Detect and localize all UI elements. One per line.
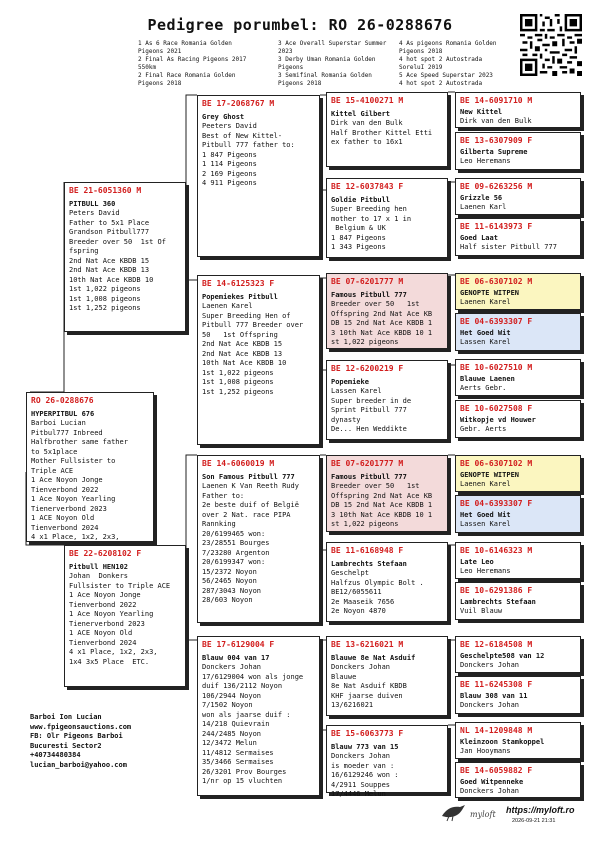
dam-card[interactable] <box>64 545 186 687</box>
pigeon-name: Blauwe 8e Nat Asduif <box>331 654 416 662</box>
gen5-card-9[interactable] <box>455 455 581 492</box>
pigeon-name: GENOPTE WITPEN <box>460 289 520 297</box>
pigeon-name: Goed Laat <box>460 234 498 242</box>
pigeon-info: Donckers Johan <box>460 661 520 669</box>
generated-date: 2026-09-21 21:31 <box>512 818 556 824</box>
ring-number: BE 10-6027510 M <box>460 363 533 372</box>
pigeon-name: Lambrechts Stefaan <box>331 560 407 568</box>
grandsire-paternal-card[interactable] <box>197 95 320 257</box>
achievement-column-1: 1 As 6 Race Romania Golden Pigeons 2021 2 Final As Racing Pigeons 2017 550km 2 Final Race Romania Golden Pigeons 2018 <box>138 40 247 87</box>
pigeon-info: Lassen Karel <box>460 520 511 528</box>
ring-number: RO 26-0288676 <box>31 396 94 405</box>
pigeon-info: Breeder over 50 1st Offspring 2nd Nat Ace KB DB 15 2nd Nat Ace KBDB 1 3 10th Nat Ace KBDB 10 1 st 1,022 pigeons <box>331 300 433 346</box>
ring-number: BE 14-6091710 M <box>460 96 533 105</box>
pigeon-name: Gilberta Supreme <box>460 148 528 156</box>
pigeon-name: New Kittel <box>460 108 503 116</box>
pigeon-name: Blauwe Laenen <box>460 375 515 383</box>
ring-number: BE 07-6201777 M <box>331 459 404 468</box>
pigeon-info: Laenen Karel <box>460 480 511 488</box>
pigeon-name: Famous Pitbull 777 <box>331 291 407 299</box>
pigeon-info: Laenen Karel <box>460 298 511 306</box>
granddam-maternal-card[interactable] <box>197 636 320 796</box>
myloft-brand: myloft <box>470 810 496 819</box>
ring-number: BE 14-6125323 F <box>202 279 275 288</box>
pigeon-info: Donckers Johan <box>460 787 520 795</box>
gen5-card-5[interactable] <box>455 273 581 310</box>
gen4-card-3[interactable] <box>326 273 448 349</box>
ring-number: BE 11-6245308 F <box>460 680 533 689</box>
ring-number: BE 12-6037843 F <box>331 182 404 191</box>
myloft-url-link[interactable]: https://myloft.ro <box>506 805 575 815</box>
pigeon-name: Geschelpte508 van 12 <box>460 652 545 660</box>
pigeon-name: Witkopje vd Houwer <box>460 416 536 424</box>
pigeon-info: Half sister Pitbull 777 <box>460 243 557 251</box>
pigeon-info: Donckers Johan 17/6129004 won als jonge duif 136/2112 Noyon 106/2944 Noyon 7/1502 Noyon won als jaarse duif : 14/218 Quievrain 244/2485 Noyon 12/3472 Melun 11/4812 Sermaises 35/3466 Sermaises 26/3201 Prov Bourges 1/nr op 15 vluchten <box>202 663 304 785</box>
gen5-card-4[interactable] <box>455 218 581 256</box>
ring-number: BE 13-6307909 F <box>460 136 533 145</box>
ring-number: BE 10-6291386 F <box>460 586 533 595</box>
ring-number: BE 14-6060019 M <box>202 459 275 468</box>
pigeon-info: Geschelpt Halfzus Olympic Bolt . BE12/6055611 2e Maaseik 7656 2e Noyon 4870 <box>331 569 424 615</box>
gen4-card-1[interactable] <box>326 92 448 167</box>
ring-number: BE 10-6146323 M <box>460 546 533 555</box>
pigeon-info: Peters David Father to 5x1 Place Grandson Pitbull777 Breeder over 50 1st Of fspring 2nd Nat Ace KBDB 15 2nd Nat Ace KBDB 13 10th Nat Ace KBDB 10 1st 1,022 pigeons 1st 1,008 pigeons 1st 1,252 pigeons <box>69 209 166 312</box>
pigeon-info: Laenen K Van Reeth Rudy Father to: 2e beste duif of België over 2 Nat. race PIPA Rannking 20/6199465 won: 23/28551 Bourges 7/23280 Argenton 20/6199347 won: 15/2372 Noyon 56/2465 Noyon 287/3043 Noyon 28/603 Noyon <box>202 482 299 604</box>
ring-number: BE 06-6307102 M <box>460 459 533 468</box>
ring-number: BE 04-6393307 F <box>460 317 533 326</box>
gen5-card-14[interactable] <box>455 676 581 714</box>
pigeon-name: Het Goed Wit <box>460 511 511 519</box>
pigeon-info: Super Breeding hen mother to 17 x 1 in Belgium & UK 1 847 Pigeons 1 343 Pigeons <box>331 205 412 251</box>
pigeon-name: Blauw 773 van 15 <box>331 743 399 751</box>
myloft-pigeon-logo-icon <box>441 804 467 822</box>
gen5-card-2[interactable] <box>455 132 581 170</box>
pigeon-name: Pitbull HEN102 <box>69 563 129 571</box>
gen5-card-11[interactable] <box>455 542 581 579</box>
gen5-card-7[interactable] <box>455 359 581 396</box>
gen4-card-8[interactable] <box>326 725 448 798</box>
gen5-card-1[interactable] <box>455 92 581 128</box>
pigeon-info: Donckers Johan Blauwe 8e Nat Asduif KBDB KHF jaarse duiven 13/6216021 <box>331 663 407 709</box>
pigeon-info: Laenen Karel Super Breeding Hen of Pitbull 777 Breeder over 50 1st Offspring 2nd Nat Ace KBDB 15 2nd Nat Ace KBDB 13 10th Nat Ace KBDB 10 1st 1,022 pigeons 1st 1,008 pigeons 1st 1,252 pigeons <box>202 302 304 396</box>
ring-number: NL 14-1209848 M <box>460 726 533 735</box>
pigeon-name: Popemiekes Pitbull <box>202 293 278 301</box>
ring-number: BE 17-2068767 M <box>202 99 275 108</box>
gen4-card-6[interactable] <box>326 542 448 622</box>
pigeon-info: Leo Heremans <box>460 567 511 575</box>
pigeon-info: Laenen Karl <box>460 203 507 211</box>
pigeon-info: Breeder over 50 1st Offspring 2nd Nat Ace KB DB 15 2nd Nat Ace KBDB 1 3 10th Nat Ace KBDB 10 1 st 1,022 pigeons <box>331 482 433 528</box>
achievement-column-2: 3 Ace Overall Superstar Summer 2023 3 Derby Uman Romania Golden Pigeons 3 Semifinal Romania Golden Pigeons 2018 <box>278 40 387 87</box>
gen4-card-7[interactable] <box>326 636 448 716</box>
ring-number: BE 10-6027508 F <box>460 404 533 413</box>
pigeon-info: Dirk van den Bulk Half Brother Kittel Etti ex father to 16x1 <box>331 119 433 146</box>
pigeon-name: Popemieke <box>331 378 369 386</box>
ring-number: BE 13-6216021 M <box>331 640 404 649</box>
ring-number: BE 17-6129004 F <box>202 640 275 649</box>
pigeon-info: Lassen Karel Super breeder in de Sprint Pitbull 777 dynasty De... Hen Weddikte <box>331 387 412 433</box>
ring-number: BE 11-6143973 F <box>460 222 533 231</box>
pigeon-name: Grizzle 56 <box>460 194 503 202</box>
pigeon-info: Peeters David Best of New Kittel- Pitbull 777 father to: 1 847 Pigeons 1 114 Pigeons 2 169 Pigeons 4 911 Pigeons <box>202 122 295 187</box>
grandsire-maternal-card[interactable] <box>197 455 320 623</box>
pigeon-name: GENOPTE WITPEN <box>460 471 520 479</box>
pigeon-name: Goed Witpenneke <box>460 778 524 786</box>
page-title: Pedigree porumbel: RO 26-0288676 <box>147 16 453 34</box>
ring-number: BE 21-6051360 M <box>69 186 142 195</box>
gen5-card-3[interactable] <box>455 178 581 215</box>
achievement-column-3: 4 As pigeons Romania Golden Pigeons 2018 4 hot spot 2 Autostrada SoreluI 2019 5 Ace Speed Superstar 2023 4 hot spot 2 Autostrada <box>399 40 497 87</box>
ring-number: BE 06-6307102 M <box>460 277 533 286</box>
sire-card[interactable] <box>64 182 186 332</box>
gen5-card-16[interactable] <box>455 762 581 798</box>
pigeon-info: Gebr. Aerts <box>460 425 507 433</box>
gen5-card-10[interactable] <box>455 495 581 533</box>
pigeon-name: Blauw 004 van 17 <box>202 654 270 662</box>
subject-pigeon-card[interactable] <box>26 392 154 542</box>
pigeon-info: Lassen Karel <box>460 338 511 346</box>
pigeon-info: Vuil Blauw <box>460 607 503 615</box>
ring-number: BE 09-6263256 M <box>460 182 533 191</box>
pigeon-info: Aerts Gebr. <box>460 384 507 392</box>
pigeon-name: Het Goed Wit <box>460 329 511 337</box>
ring-number: BE 04-6393307 F <box>460 499 533 508</box>
gen4-card-2[interactable] <box>326 178 448 258</box>
ring-number: BE 14-6059882 F <box>460 766 533 775</box>
pigeon-name: Goldie Pitbull <box>331 196 391 204</box>
ring-number: BE 11-6168948 F <box>331 546 404 555</box>
pigeon-name: Son Famous Pitbull 777 <box>202 473 295 481</box>
ring-number: BE 15-4100271 M <box>331 96 404 105</box>
pigeon-info: Dirk van den Bulk <box>460 117 532 125</box>
ring-number: BE 15-6063773 F <box>331 729 404 738</box>
pigeon-name: HYPERPITBUL 676 <box>31 410 95 418</box>
pigeon-name: Famous Pitbull 777 <box>331 473 407 481</box>
pigeon-name: Blauw 308 van 11 <box>460 692 528 700</box>
gen5-card-15[interactable] <box>455 722 581 759</box>
pigeon-name: Lambrechts Stefaan <box>460 598 536 606</box>
ring-number: BE 22-6208102 F <box>69 549 142 558</box>
pigeon-name: Kittel Gilbert <box>331 110 391 118</box>
gen5-card-8[interactable] <box>455 400 581 438</box>
ring-number: BE 07-6201777 M <box>331 277 404 286</box>
gen4-card-5[interactable] <box>326 455 448 532</box>
gen5-card-12[interactable] <box>455 582 581 620</box>
pigeon-name: Grey Ghost <box>202 113 245 121</box>
ring-number: BE 12-6184508 M <box>460 640 533 649</box>
gen5-card-13[interactable] <box>455 636 581 673</box>
gen5-card-6[interactable] <box>455 313 581 351</box>
pigeon-name: PITBULL 360 <box>69 200 116 208</box>
breeder-contact: Barboi Ion Lucian www.fpigeonsauctions.com FB: Olr Pigeons Barboi Bucuresti Sector2 +40734480384 lucian_barboi@yahoo.com <box>30 713 132 769</box>
pigeon-info: Johan Donkers Fullsister to Triple ACE 1 Ace Noyon Jonge Tienverbond 2022 1 Ace Noyon Yearling Tienerverbond 2023 1 ACE Noyon Old Tienverbond 2024 4 x1 Place, 1x2, 2x3, 1x4 3x5 Place ETC. <box>69 572 171 666</box>
pigeon-name: Late Leo <box>460 558 494 566</box>
pigeon-info: Donckers Johan <box>460 701 520 709</box>
gen4-card-4[interactable] <box>326 360 448 440</box>
pigeon-info: Jan Hooymans <box>460 747 511 755</box>
pigeon-name: Kleinzoon Stamkoppel <box>460 738 545 746</box>
pigeon-info: Barboi Lucian Pitbul777 Inbreed Halfbrother same father to 5x1place Mother Fullsister to Triple ACE 1 Ace Noyon Jonge Tienverbond 2022 1 Ace Noyon Yearling Tienerverbond 2023 1 ACE Noyon Old Tienverbond 2024 4 x1 Place, 1x2, 2x3, <box>31 419 128 541</box>
pigeon-info: Donckers Johan is moeder van : 16/6129246 won : 4/2911 Souppes 17/4446 Melun <box>331 752 399 798</box>
ring-number: BE 12-6200219 F <box>331 364 404 373</box>
granddam-paternal-card[interactable] <box>197 275 320 445</box>
pigeon-info: Leo Heremans <box>460 157 511 165</box>
